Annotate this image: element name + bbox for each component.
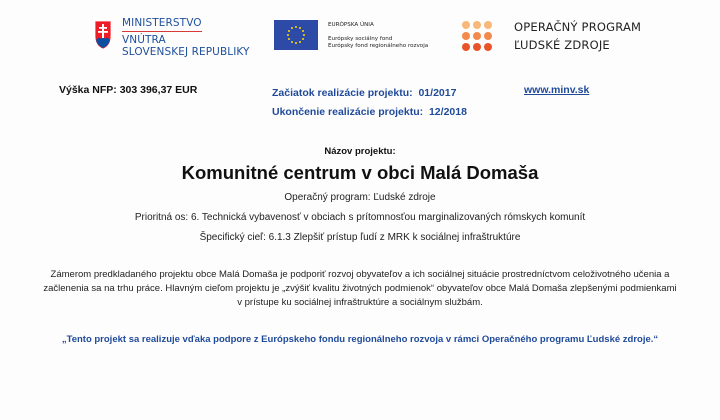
eu-logo [274, 20, 428, 50]
project-title: Komunitné centrum v obci Malá Domaša [181, 162, 539, 183]
eu-fund-erdf: Európsky fond regionálneho rozvoja [328, 43, 429, 49]
project-description: Zámerom predkladaného projektu obce Malá Domaša je podporiť rozvoj obyvateľov a ich sociálnej situácie prostredníctvom celoživotného učenia a začlenenia sa na trhu práce. Hlavným cieľom projektu je „zvýšiť kvalitu životných podmienok“ obyvateľov obce Malá Domaša zlepšenými podmienkami v prístupe ku sociálnej infraštruktúre a sociálnym službám. [43, 269, 677, 308]
specific-goal: Špecifický cieľ: 6.1.3 Zlepšiť prístup ľudí z MRK k sociálnej infraštruktúre [199, 232, 521, 243]
op-logo [462, 18, 641, 54]
ministry-name-line3: SLOVENSKEJ REPUBLIKY [122, 46, 250, 58]
end-date: Ukončenie realizácie projektu: 12/2018 [272, 106, 467, 118]
operational-program: Operačný program: Ľudské zdroje [284, 192, 436, 203]
project-name-label: Názov projektu: [324, 146, 396, 157]
website-link[interactable]: www.minv.sk [524, 84, 590, 96]
dots-grid-icon [462, 21, 492, 51]
op-name-line1: OPERAČNÝ PROGRAM [514, 20, 642, 34]
eu-title: EURÓPSKA ÚNIA [328, 22, 374, 28]
eu-fund-esf: Európsky sociálny fond [328, 36, 393, 42]
start-date: Začiatok realizácie projektu: 01/2017 [272, 87, 457, 99]
eu-flag-icon [274, 20, 318, 50]
ministry-name-line2: VNÚTRA [122, 33, 166, 46]
ministry-logo [94, 17, 250, 59]
funding-note: „Tento projekt sa realizuje vďaka podpore z Európskeho fondu regionálneho rozvoja v rámci Operačného programu Ľudské zdroje.“ [61, 334, 659, 345]
priority-axis: Prioritná os: 6. Technická vybavenosť v obciach s prítomnosťou marginalizovaných rómskych komunít [134, 212, 586, 223]
ministry-name-line1: MINISTERSTVO [122, 17, 202, 32]
nfp-amount: Výška NFP: 303 396,37 EUR [59, 84, 198, 96]
project-dates [272, 84, 467, 122]
slovak-coat-of-arms-icon [94, 20, 112, 50]
op-name-line2: ĽUDSKÉ ZDROJE [514, 38, 610, 52]
